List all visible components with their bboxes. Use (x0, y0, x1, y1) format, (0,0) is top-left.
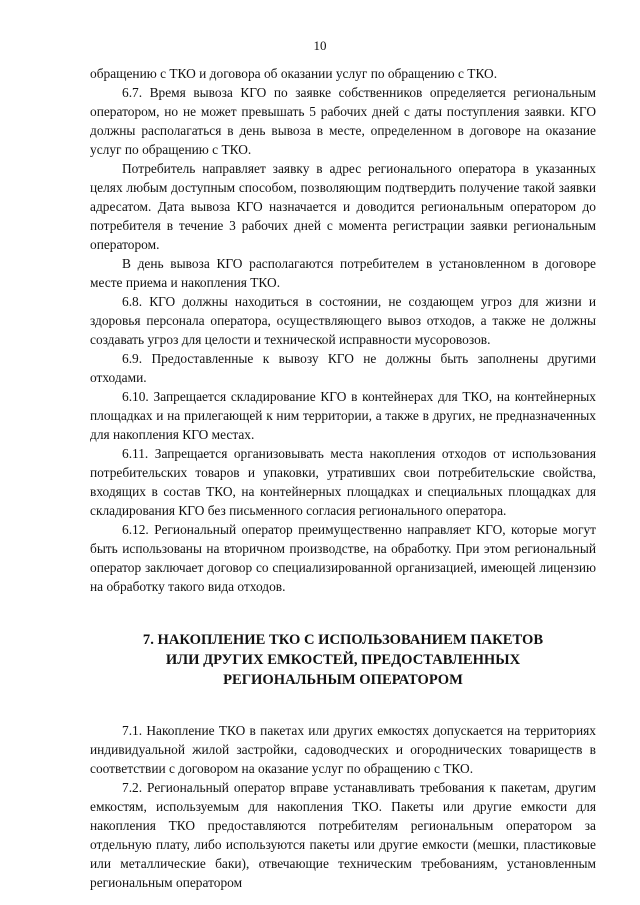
paragraph: Потребитель направляет заявку в адрес регионального оператора в указанных целях любым доступным способом, позволяющим подтвердить получение такой заявки адресатом. Дата вывоза КГО назначается и доводится региональным оператором до потребителя в течение 3 рабочих дней с момента регистрации заявки региональным оператором. (90, 161, 596, 252)
section-title (90, 630, 596, 690)
paragraph: 6.12. Региональный оператор преимущественно направляет КГО, которые могут быть использованы на вторичном производстве, на обработку. При этом региональный оператор заключает договор со специализированной организацией, имеющей лицензию на обработку такого вида отходов. (90, 522, 596, 594)
paragraph: 7.1. Накопление ТКО в пакетах или других емкостях допускается на территориях индивидуальной жилой застройки, садоводческих и огороднических товариществ в соответствии с договором на оказание услуг по обращению с ТКО. (90, 723, 596, 776)
section-title-line-1: 7. НАКОПЛЕНИЕ ТКО С ИСПОЛЬЗОВАНИЕМ ПАКЕТОВ (142, 632, 544, 648)
paragraphs-before-section (90, 64, 596, 596)
paragraphs-after-section (90, 721, 596, 892)
paragraph: В день вывоза КГО располагаются потребителем в установленном в договоре месте приема и накопления ТКО. (90, 256, 596, 290)
paragraph: 6.11. Запрещается организовывать места накопления отходов от использования потребительских товаров и упаковки, утративших свои потребительские свойства, входящих в состав ТКО, на контейнерных площадках и специальных площадках для складирования КГО без письменного согласия регионального оператора. (90, 446, 596, 518)
paragraph: 6.9. Предоставленные к вывозу КГО не должны быть заполнены другими отходами. (90, 351, 596, 385)
page-number: 10 (313, 38, 327, 53)
paragraph: 6.10. Запрещается складирование КГО в контейнерах для ТКО, на контейнерных площадках и на прилегающей к ним территории, а также в других, не предназначенных для накопления КГО местах. (90, 389, 596, 442)
section-title-line-2: ИЛИ ДРУГИХ ЕМКОСТЕЙ, ПРЕДОСТАВЛЕННЫХ (165, 652, 521, 668)
paragraph: 6.7. Время вывоза КГО по заявке собственников определяется региональным оператором, но не может превышать 5 рабочих дней с даты поступления заявки. КГО должны располагаться в день вывоза в месте, определенном в договоре на оказание услуг по обращению с ТКО. (90, 85, 596, 157)
paragraph: 7.2. Региональный оператор вправе устанавливать требования к пакетам, другим емкостям, используемым для накопления ТКО. Пакеты или другие емкости для накопления ТКО предоставляются потребителям региональным оператором за отдельную плату, либо используются пакеты или другие емкости (мешки, пластиковые или металлические баки), отвечающие техническим требованиям, установленным региональным оператором (90, 780, 596, 890)
section-title-line-3: РЕГИОНАЛЬНЫМ ОПЕРАТОРОМ (223, 672, 463, 688)
document-body (90, 64, 596, 892)
paragraph: 6.8. КГО должны находиться в состоянии, не создающем угроз для жизни и здоровья персонала оператора, осуществляющего вывоз отходов, а также не должны создавать угроз для целости и технической исправности мусоровозов. (90, 294, 596, 347)
paragraph: обращению с ТКО и договора об оказании услуг по обращению с ТКО. (90, 66, 498, 81)
